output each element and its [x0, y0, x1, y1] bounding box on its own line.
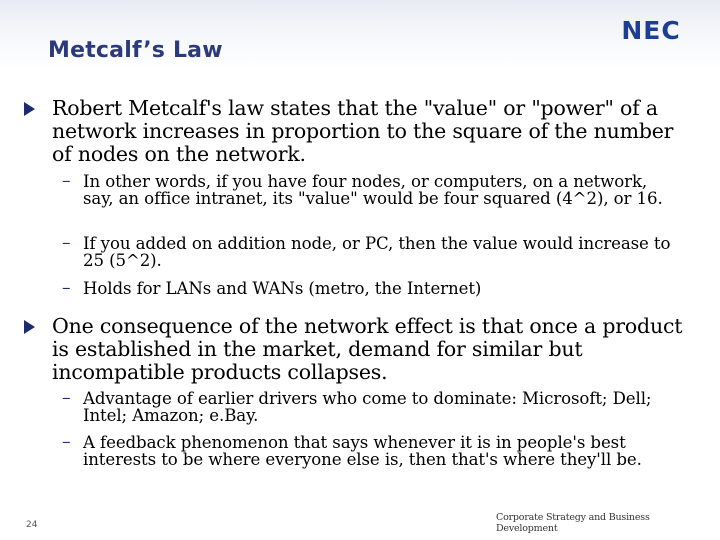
sub-bullet-text: Holds for LANs and WANs (metro, the Internet) — [83, 279, 482, 298]
sub-bullet-item — [62, 434, 682, 468]
sub-bullet-text: If you added on addition node, or PC, then the value would increase to 25 (5^2). — [83, 234, 671, 270]
sub-bullet-item — [62, 280, 682, 297]
logo-text: NEC — [621, 16, 681, 44]
sub-bullet-text: In other words, if you have four nodes, or computers, on a network, say, an office intranet, its "value" would be four squared (4^2), or 16. — [83, 172, 663, 208]
bullet-text: One consequence of the network effect is that once a product is established in the market, demand for similar but incompatible products collapses. — [52, 314, 683, 384]
dash-icon: – — [62, 171, 71, 191]
bullet-text: Robert Metcalf's law states that the "value" or "power" of a network increases in proportion to the square of the number of nodes on the network. — [52, 96, 674, 166]
dash-icon: – — [62, 388, 71, 408]
footer-text: Corporate Strategy and Business Development — [496, 512, 650, 534]
bullet-item — [24, 97, 684, 166]
dash-icon: – — [62, 233, 71, 253]
bullet-arrow-icon — [24, 320, 35, 334]
bullet-item — [24, 315, 684, 384]
sub-bullet-item — [62, 235, 682, 269]
dash-icon: – — [62, 432, 71, 452]
page-number: 24 — [26, 520, 38, 530]
sub-bullet-text: Advantage of earlier drivers who come to dominate: Microsoft; Dell; Intel; Amazon; e.Bay. — [83, 389, 652, 425]
sub-bullet-text: A feedback phenomenon that says whenever it is in people's best interests to be where everyone else is, then that's where they'll be. — [83, 433, 642, 469]
sub-bullet-item — [62, 390, 682, 424]
slide-title: Metcalf’s Law — [48, 38, 223, 63]
bullet-arrow-icon — [24, 102, 35, 116]
dash-icon: – — [62, 278, 71, 298]
sub-bullet-item — [62, 173, 682, 207]
